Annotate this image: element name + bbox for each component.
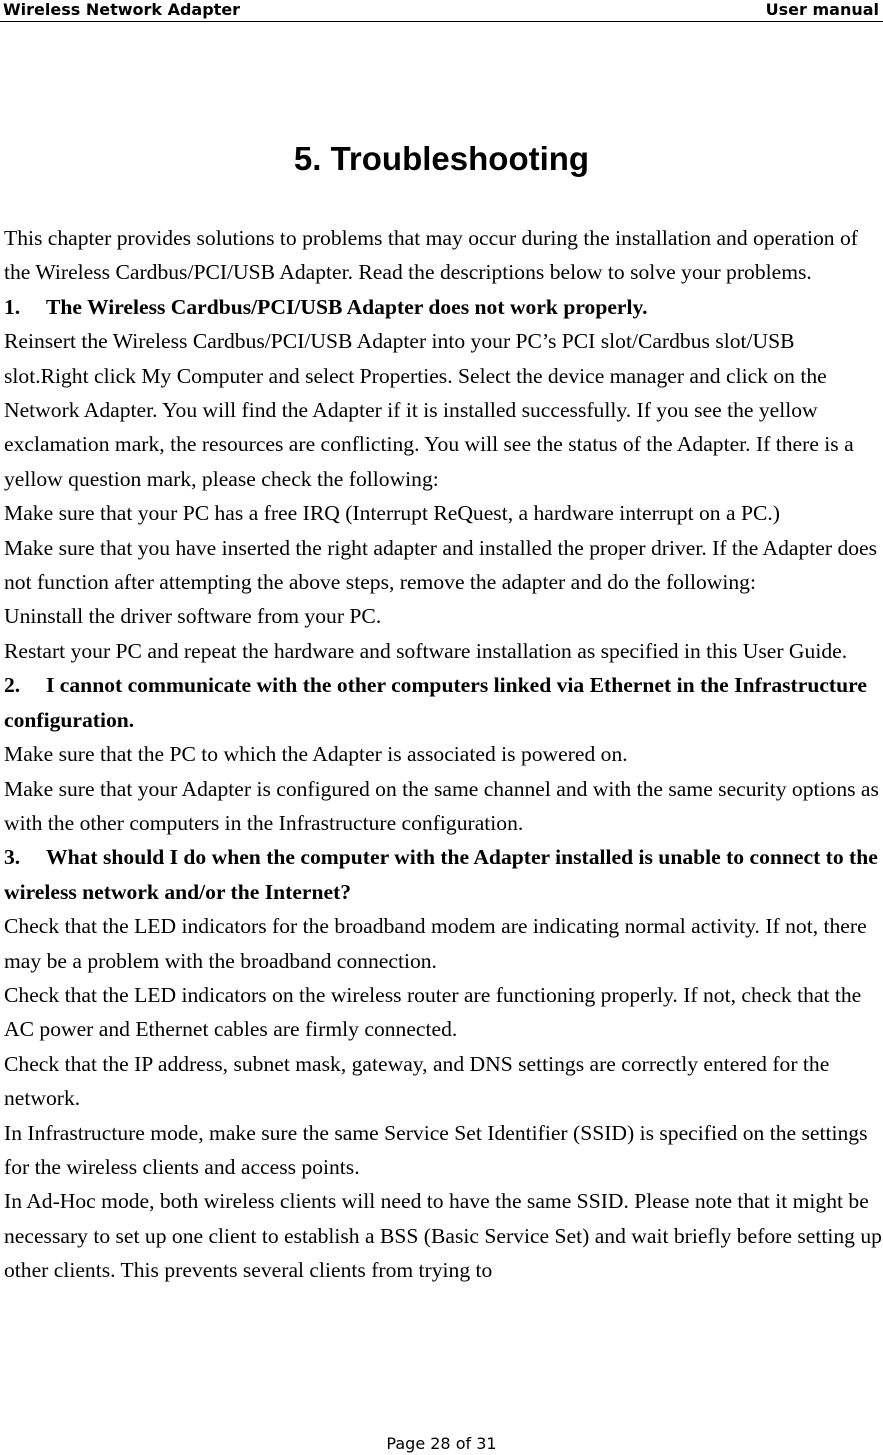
question-number: 2. xyxy=(4,673,21,698)
header-doc-type: User manual xyxy=(765,0,879,19)
question-3-heading xyxy=(4,840,882,909)
question-number: 3. xyxy=(4,845,21,870)
question-text: The Wireless Cardbus/PCI/USB Adapter does not work properly. xyxy=(46,294,648,319)
answer-paragraph: Check that the IP address, subnet mask, gateway, and DNS settings are correctly entered for the network. xyxy=(4,1051,830,1111)
answer-paragraph: Make sure that your PC has a free IRQ (Interrupt ReQuest, a hardware interrupt on a PC.) xyxy=(4,501,780,526)
answer-paragraph: Check that the LED indicators on the wireless router are functioning properly. If not, check that the AC power and Ethernet cables are firmly connected. xyxy=(4,982,862,1042)
question-text: What should I do when the computer with the Adapter installed is unable to connect to the wireless network and/or the Internet? xyxy=(4,845,878,904)
answer-paragraph: In Ad-Hoc mode, both wireless clients will need to have the same SSID. Please note that it might be necessary to set up one client to establish a BSS (Basic Service Set) and wait briefly before setting up other clients. This prevents several clients from trying to xyxy=(4,1189,882,1283)
answer-paragraph: Uninstall the driver software from your PC. xyxy=(4,604,382,629)
answer-paragraph: Restart your PC and repeat the hardware and software installation as specified in this User Guide. xyxy=(4,638,848,663)
document-body xyxy=(4,221,882,1288)
page-header xyxy=(0,0,883,22)
answer-paragraph: Check that the LED indicators for the broadband modem are indicating normal activity. If not, there may be a problem with the broadband connection. xyxy=(4,914,867,973)
header-title: Wireless Network Adapter xyxy=(3,0,241,19)
question-1-heading xyxy=(4,290,882,324)
answer-paragraph: Make sure that the PC to which the Adapter is associated is powered on. xyxy=(4,742,628,767)
question-number: 1. xyxy=(4,294,21,319)
chapter-title: 5. Troubleshooting xyxy=(293,140,590,177)
intro-paragraph: This chapter provides solutions to problems that may occur during the installation and operation of the Wireless Cardbus/PCI/USB Adapter. Read the descriptions below to solve your problems. xyxy=(4,226,858,285)
answer-paragraph: In Infrastructure mode, make sure the same Service Set Identifier (SSID) is specified on the settings for the wireless clients and access points. xyxy=(4,1120,868,1179)
answer-paragraph: Make sure that your Adapter is configured on the same channel and with the same security options as with the other computers in the Infrastructure configuration. xyxy=(4,776,879,835)
answer-paragraph: Reinsert the Wireless Cardbus/PCI/USB Adapter into your PC’s PCI slot/Cardbus slot/USB slot.Right click My Computer and select Properties. Select the device manager and click on the Network Adapter. You will find the Adapter if it is installed successfully. If you see the yellow exclamation mark, the resources are conflicting. You will see the status of the Adapter. If there is a yellow question mark, please check the following: xyxy=(4,329,854,491)
page-number: Page 28 of 31 xyxy=(386,1434,497,1453)
question-2-heading xyxy=(4,668,882,737)
question-text: I cannot communicate with the other computers linked via Ethernet in the Infrastructure configuration. xyxy=(4,673,867,732)
answer-paragraph: Make sure that you have inserted the right adapter and installed the proper driver. If the Adapter does not function after attempting the above steps, remove the adapter and do the following: xyxy=(4,535,878,595)
